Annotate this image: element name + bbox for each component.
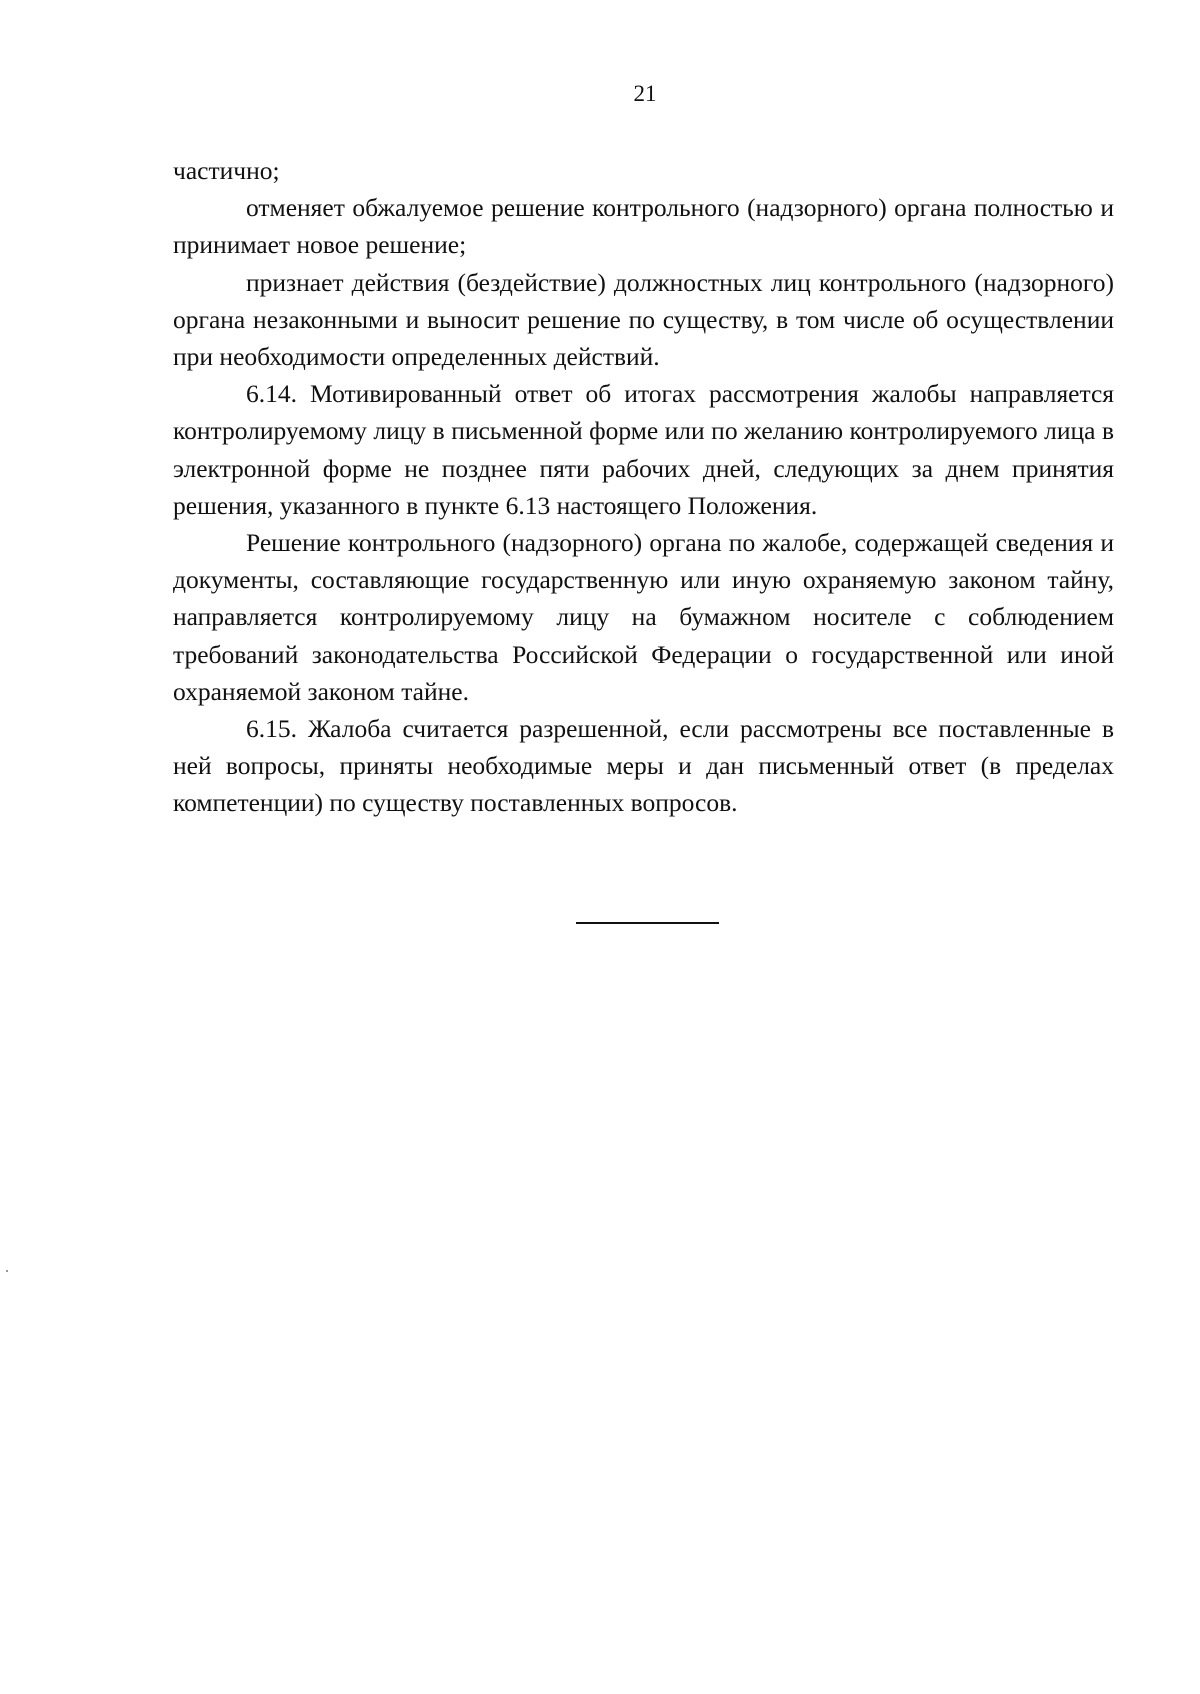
document-body <box>173 152 1114 822</box>
scan-artifact-dot <box>6 1270 8 1272</box>
paragraph-cancels-decision: отменяет обжалуемое решение контрольного (надзорного) органа полностью и принимает новое решение; <box>173 193 1114 260</box>
paragraph-secret-decision: Решение контрольного (надзорного) органа по жалобе, содержащей сведения и документы, составляющие государственную или иную охраняемую законом тайну, направляется контролируемому лицу на бумажном носителе с соблюдением требований законодательства Российской Федерации о государственной или иной охраняемой законом тайне. <box>173 528 1114 706</box>
paragraph-partially: частично; <box>173 156 280 185</box>
paragraph-recognizes-actions: признает действия (бездействие) должностных лиц контрольного (надзорного) органа незаконными и выносит решение по существу, в том числе об осуществлении при необходимости определенных действий. <box>173 267 1114 372</box>
paragraph-6-14: 6.14. Мотивированный ответ об итогах рассмотрения жалобы направляется контролируемому лицу в письменной форме или по желанию контролируемого лица в электронной форме не позднее пяти рабочих дней, следующих за днем принятия решения, указанного в пункте 6.13 настоящего Положения. <box>173 379 1114 520</box>
end-separator-line <box>576 922 719 924</box>
page-number: 21 <box>633 81 657 106</box>
paragraph-6-15: 6.15. Жалоба считается разрешенной, если рассмотрены все поставленные в ней вопросы, приняты необходимые меры и дан письменный ответ (в пределах компетенции) по существу поставленных вопросов. <box>173 714 1114 818</box>
